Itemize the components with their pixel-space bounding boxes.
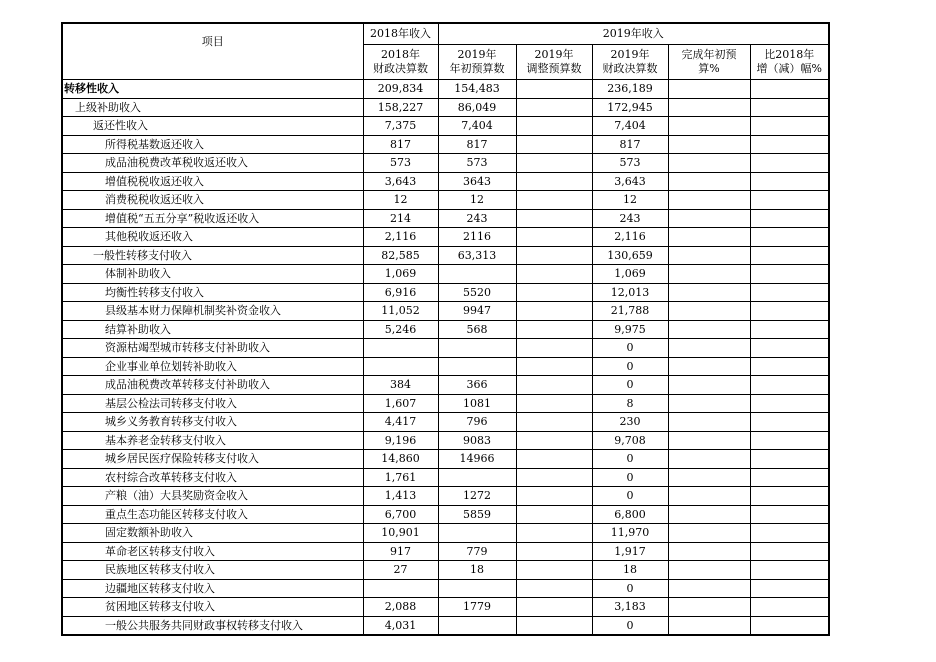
adjusted-2019-cell — [516, 579, 592, 598]
completion-pct-cell — [668, 339, 750, 358]
final-2019-cell: 9,975 — [592, 320, 668, 339]
completion-pct-cell — [668, 154, 750, 173]
item-name-cell: 产粮（油）大县奖励资金收入 — [62, 487, 363, 506]
table-row — [62, 598, 829, 617]
item-name-cell: 企业事业单位划转补助收入 — [62, 357, 363, 376]
final-2018-cell: 1,761 — [363, 468, 438, 487]
budget-2019-cell — [438, 616, 516, 635]
adjusted-2019-cell — [516, 450, 592, 469]
adjusted-2019-header: 2019年 调整预算数 — [516, 45, 592, 80]
growth-pct-cell — [750, 154, 829, 173]
growth-pct-cell — [750, 80, 829, 99]
final-2018-cell: 82,585 — [363, 246, 438, 265]
final-2018-cell: 917 — [363, 542, 438, 561]
growth-pct-cell — [750, 191, 829, 210]
final-2018-header: 2018年 财政决算数 — [363, 45, 438, 80]
item-name-cell: 一般性转移支付收入 — [62, 246, 363, 265]
completion-pct-cell — [668, 172, 750, 191]
adjusted-2019-cell — [516, 320, 592, 339]
growth-pct-cell — [750, 283, 829, 302]
completion-pct-cell — [668, 431, 750, 450]
final-2018-cell: 2,116 — [363, 228, 438, 247]
final-2018-cell: 817 — [363, 135, 438, 154]
budget-2019-cell — [438, 357, 516, 376]
adjusted-2019-cell — [516, 413, 592, 432]
final-2019-cell: 1,917 — [592, 542, 668, 561]
budget-2019-cell: 1272 — [438, 487, 516, 506]
completion-pct-cell — [668, 80, 750, 99]
completion-pct-cell — [668, 616, 750, 635]
completion-pct-cell — [668, 394, 750, 413]
adjusted-2019-cell — [516, 154, 592, 173]
final-2019-cell: 21,788 — [592, 302, 668, 321]
budget-2019-cell: 366 — [438, 376, 516, 395]
completion-pct-cell — [668, 579, 750, 598]
final-2018-cell: 1,413 — [363, 487, 438, 506]
completion-pct-cell — [668, 209, 750, 228]
budget-2019-cell: 14966 — [438, 450, 516, 469]
item-name-cell: 基层公检法司转移支付收入 — [62, 394, 363, 413]
table-row — [62, 135, 829, 154]
growth-pct-cell — [750, 598, 829, 617]
final-2019-cell: 0 — [592, 357, 668, 376]
budget-2019-cell: 9947 — [438, 302, 516, 321]
adjusted-2019-cell — [516, 616, 592, 635]
final-2019-cell: 8 — [592, 394, 668, 413]
final-2019-cell: 0 — [592, 487, 668, 506]
final-2019-cell: 230 — [592, 413, 668, 432]
item-name-cell: 基本养老金转移支付收入 — [62, 431, 363, 450]
adjusted-2019-cell — [516, 394, 592, 413]
final-2018-cell: 209,834 — [363, 80, 438, 99]
budget-2019-cell — [438, 339, 516, 358]
completion-pct-cell — [668, 357, 750, 376]
final-2019-cell: 3,643 — [592, 172, 668, 191]
growth-pct-cell — [750, 265, 829, 284]
budget-2019-cell: 779 — [438, 542, 516, 561]
table-row — [62, 283, 829, 302]
growth-pct-cell — [750, 487, 829, 506]
table-row — [62, 172, 829, 191]
completion-pct-cell — [668, 117, 750, 136]
adjusted-2019-cell — [516, 357, 592, 376]
final-2019-cell: 0 — [592, 450, 668, 469]
growth-pct-cell — [750, 320, 829, 339]
budget-2019-cell: 154,483 — [438, 80, 516, 99]
budget-2019-cell — [438, 579, 516, 598]
budget-2019-cell: 1779 — [438, 598, 516, 617]
growth-pct-cell — [750, 376, 829, 395]
item-name-cell: 县级基本财力保障机制奖补资金收入 — [62, 302, 363, 321]
final-2019-header: 2019年 财政决算数 — [592, 45, 668, 80]
adjusted-2019-cell — [516, 339, 592, 358]
budget-2019-cell — [438, 265, 516, 284]
table-row — [62, 450, 829, 469]
table-row — [62, 302, 829, 321]
growth-pct-cell — [750, 431, 829, 450]
item-name-cell: 边疆地区转移支付收入 — [62, 579, 363, 598]
adjusted-2019-cell — [516, 98, 592, 117]
final-2018-cell: 3,643 — [363, 172, 438, 191]
final-2019-cell: 172,945 — [592, 98, 668, 117]
growth-pct-cell — [750, 228, 829, 247]
adjusted-2019-cell — [516, 228, 592, 247]
adjusted-2019-cell — [516, 431, 592, 450]
item-name-cell: 民族地区转移支付收入 — [62, 561, 363, 580]
final-2019-cell: 12 — [592, 191, 668, 210]
table-row — [62, 487, 829, 506]
budget-2019-cell: 86,049 — [438, 98, 516, 117]
completion-pct-cell — [668, 413, 750, 432]
adjusted-2019-cell — [516, 524, 592, 543]
final-2018-cell: 2,088 — [363, 598, 438, 617]
item-name-cell: 一般公共服务共同财政事权转移支付收入 — [62, 616, 363, 635]
adjusted-2019-cell — [516, 172, 592, 191]
growth-pct-cell — [750, 246, 829, 265]
final-2019-cell: 0 — [592, 376, 668, 395]
final-2019-cell: 817 — [592, 135, 668, 154]
growth-pct-cell — [750, 579, 829, 598]
final-2019-cell: 0 — [592, 579, 668, 598]
table-row — [62, 191, 829, 210]
budget-2019-cell: 568 — [438, 320, 516, 339]
budget-2019-cell: 817 — [438, 135, 516, 154]
final-2019-cell: 0 — [592, 468, 668, 487]
final-2018-cell — [363, 339, 438, 358]
table-row — [62, 524, 829, 543]
table-row — [62, 413, 829, 432]
budget-2019-cell: 7,404 — [438, 117, 516, 136]
final-2019-cell: 2,116 — [592, 228, 668, 247]
item-name-cell: 革命老区转移支付收入 — [62, 542, 363, 561]
item-name-cell: 城乡居民医疗保险转移支付收入 — [62, 450, 363, 469]
completion-pct-cell — [668, 302, 750, 321]
table-row — [62, 376, 829, 395]
item-name-cell: 贫困地区转移支付收入 — [62, 598, 363, 617]
final-2019-cell: 3,183 — [592, 598, 668, 617]
completion-pct-cell — [668, 450, 750, 469]
item-header: 项目 — [62, 23, 363, 80]
growth-pct-cell — [750, 172, 829, 191]
final-2018-cell: 5,246 — [363, 320, 438, 339]
completion-pct-cell — [668, 505, 750, 524]
adjusted-2019-cell — [516, 265, 592, 284]
final-2019-cell: 243 — [592, 209, 668, 228]
table-row — [62, 339, 829, 358]
final-2018-cell — [363, 357, 438, 376]
growth-pct-cell — [750, 339, 829, 358]
growth-pct-cell — [750, 542, 829, 561]
final-2018-cell: 573 — [363, 154, 438, 173]
budget-2019-cell: 243 — [438, 209, 516, 228]
final-2019-cell: 6,800 — [592, 505, 668, 524]
budget-2019-cell: 2116 — [438, 228, 516, 247]
budget-2019-cell: 9083 — [438, 431, 516, 450]
table-row — [62, 505, 829, 524]
item-name-cell: 均衡性转移支付收入 — [62, 283, 363, 302]
final-2018-cell: 4,031 — [363, 616, 438, 635]
growth-pct-cell — [750, 561, 829, 580]
budget-2019-cell: 1081 — [438, 394, 516, 413]
item-name-cell: 上级补助收入 — [62, 98, 363, 117]
final-2019-cell: 1,069 — [592, 265, 668, 284]
table-row — [62, 209, 829, 228]
adjusted-2019-cell — [516, 246, 592, 265]
adjusted-2019-cell — [516, 191, 592, 210]
final-2019-cell: 573 — [592, 154, 668, 173]
budget-2019-cell: 63,313 — [438, 246, 516, 265]
final-2018-cell: 214 — [363, 209, 438, 228]
adjusted-2019-cell — [516, 505, 592, 524]
table-row — [62, 320, 829, 339]
adjusted-2019-cell — [516, 561, 592, 580]
final-2018-cell: 1,607 — [363, 394, 438, 413]
growth-pct-cell — [750, 524, 829, 543]
item-name-cell: 农村综合改革转移支付收入 — [62, 468, 363, 487]
table-row — [62, 228, 829, 247]
completion-pct-cell — [668, 320, 750, 339]
item-name-cell: 固定数额补助收入 — [62, 524, 363, 543]
growth-pct-cell — [750, 450, 829, 469]
final-2018-cell: 9,196 — [363, 431, 438, 450]
item-name-cell: 资源枯竭型城市转移支付补助收入 — [62, 339, 363, 358]
table-row — [62, 117, 829, 136]
growth-pct-cell — [750, 616, 829, 635]
final-2019-cell: 0 — [592, 616, 668, 635]
item-name-cell: 结算补助收入 — [62, 320, 363, 339]
final-2019-cell: 18 — [592, 561, 668, 580]
completion-pct-cell — [668, 98, 750, 117]
budget-2019-cell: 5520 — [438, 283, 516, 302]
growth-pct-header: 比2018年 增（减）幅% — [750, 45, 829, 80]
adjusted-2019-cell — [516, 117, 592, 136]
completion-pct-cell — [668, 524, 750, 543]
completion-pct-cell — [668, 376, 750, 395]
item-name-cell: 增值税税收返还收入 — [62, 172, 363, 191]
table-row — [62, 561, 829, 580]
table-row — [62, 468, 829, 487]
table-row — [62, 579, 829, 598]
table-body — [62, 80, 829, 636]
completion-pct-cell — [668, 246, 750, 265]
budget-2019-cell: 12 — [438, 191, 516, 210]
growth-pct-cell — [750, 302, 829, 321]
adjusted-2019-cell — [516, 468, 592, 487]
completion-pct-cell — [668, 135, 750, 154]
table-row — [62, 265, 829, 284]
budget-2019-cell: 3643 — [438, 172, 516, 191]
final-2018-cell: 12 — [363, 191, 438, 210]
final-2018-cell: 7,375 — [363, 117, 438, 136]
item-name-cell: 成品油税费改革税收返还收入 — [62, 154, 363, 173]
table-row — [62, 80, 829, 99]
completion-pct-cell — [668, 191, 750, 210]
budget-2019-cell: 573 — [438, 154, 516, 173]
completion-pct-cell — [668, 468, 750, 487]
adjusted-2019-cell — [516, 80, 592, 99]
adjusted-2019-cell — [516, 487, 592, 506]
revenue-table — [61, 22, 830, 636]
final-2018-cell: 27 — [363, 561, 438, 580]
final-2019-cell: 0 — [592, 339, 668, 358]
final-2019-cell: 7,404 — [592, 117, 668, 136]
table-row — [62, 394, 829, 413]
growth-pct-cell — [750, 98, 829, 117]
item-name-cell: 成品油税费改革转移支付补助收入 — [62, 376, 363, 395]
final-2018-cell: 158,227 — [363, 98, 438, 117]
growth-pct-cell — [750, 135, 829, 154]
item-name-cell: 城乡义务教育转移支付收入 — [62, 413, 363, 432]
growth-pct-cell — [750, 117, 829, 136]
budget-2019-cell: 5859 — [438, 505, 516, 524]
table-row — [62, 154, 829, 173]
final-2018-cell: 1,069 — [363, 265, 438, 284]
growth-pct-cell — [750, 394, 829, 413]
adjusted-2019-cell — [516, 209, 592, 228]
completion-pct-cell — [668, 542, 750, 561]
growth-pct-cell — [750, 468, 829, 487]
adjusted-2019-cell — [516, 598, 592, 617]
final-2019-cell: 12,013 — [592, 283, 668, 302]
completion-pct-cell — [668, 598, 750, 617]
completion-pct-cell — [668, 487, 750, 506]
table-row — [62, 98, 829, 117]
income-2019-header: 2019年收入 — [438, 23, 829, 45]
completion-pct-cell — [668, 283, 750, 302]
table-row — [62, 246, 829, 265]
final-2018-cell: 10,901 — [363, 524, 438, 543]
growth-pct-cell — [750, 357, 829, 376]
table-row — [62, 542, 829, 561]
final-2019-cell: 236,189 — [592, 80, 668, 99]
completion-pct-header: 完成年初预 算% — [668, 45, 750, 80]
item-name-cell: 转移性收入 — [62, 80, 363, 99]
final-2019-cell: 11,970 — [592, 524, 668, 543]
adjusted-2019-cell — [516, 542, 592, 561]
budget-2019-cell: 18 — [438, 561, 516, 580]
final-2018-cell: 6,916 — [363, 283, 438, 302]
adjusted-2019-cell — [516, 376, 592, 395]
budget-2019-cell — [438, 468, 516, 487]
table-row — [62, 357, 829, 376]
table-row — [62, 616, 829, 635]
growth-pct-cell — [750, 505, 829, 524]
final-2019-cell: 9,708 — [592, 431, 668, 450]
item-name-cell: 增值税“五五分享”税收返还收入 — [62, 209, 363, 228]
item-name-cell: 重点生态功能区转移支付收入 — [62, 505, 363, 524]
final-2018-cell: 384 — [363, 376, 438, 395]
adjusted-2019-cell — [516, 135, 592, 154]
final-2018-cell: 6,700 — [363, 505, 438, 524]
completion-pct-cell — [668, 265, 750, 284]
completion-pct-cell — [668, 228, 750, 247]
adjusted-2019-cell — [516, 302, 592, 321]
final-2018-cell — [363, 579, 438, 598]
item-name-cell: 返还性收入 — [62, 117, 363, 136]
income-2018-header: 2018年收入 — [363, 23, 438, 45]
item-name-cell: 所得税基数返还收入 — [62, 135, 363, 154]
final-2019-cell: 130,659 — [592, 246, 668, 265]
growth-pct-cell — [750, 209, 829, 228]
item-name-cell: 其他税收返还收入 — [62, 228, 363, 247]
table-row — [62, 431, 829, 450]
item-name-cell: 消费税税收返还收入 — [62, 191, 363, 210]
final-2018-cell: 14,860 — [363, 450, 438, 469]
growth-pct-cell — [750, 413, 829, 432]
item-name-cell: 体制补助收入 — [62, 265, 363, 284]
final-2018-cell: 4,417 — [363, 413, 438, 432]
budget-2019-cell: 796 — [438, 413, 516, 432]
final-2018-cell: 11,052 — [363, 302, 438, 321]
budget-2019-cell — [438, 524, 516, 543]
budget-2019-header: 2019年 年初预算数 — [438, 45, 516, 80]
completion-pct-cell — [668, 561, 750, 580]
adjusted-2019-cell — [516, 283, 592, 302]
